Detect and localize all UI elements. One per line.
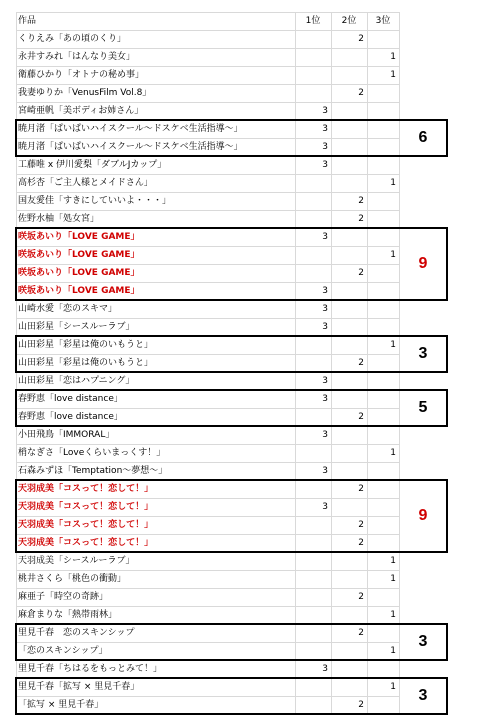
- row-v3: 1: [390, 646, 396, 656]
- header-title: 作品: [18, 16, 37, 26]
- row-title: 「拡写 × 里見千春」: [18, 700, 104, 710]
- row-v1: 3: [322, 286, 328, 296]
- row-v3: [367, 318, 399, 336]
- row-v1: 3: [322, 304, 328, 314]
- group-border-bottom: [16, 713, 447, 715]
- row-title: 咲坂あいり「LOVE GAME」: [18, 286, 140, 296]
- row-v3: [367, 498, 399, 516]
- group-border-bottom: [16, 155, 447, 157]
- row-v1: [295, 84, 331, 102]
- row-title: 「恋のスキンシップ」: [18, 646, 108, 656]
- row-v3: [367, 102, 399, 120]
- row-v2: [331, 102, 367, 120]
- row-v3: [367, 120, 399, 138]
- row-title: 暁月渚「ぱいぱいハイスクール〜ドスケベ生活指導〜」: [18, 142, 243, 152]
- row-v2: 2: [358, 484, 364, 494]
- row-v3: [367, 156, 399, 174]
- group-border-top: [16, 389, 447, 391]
- row-v2: [331, 498, 367, 516]
- row-v2: [331, 318, 367, 336]
- group-border-top: [16, 623, 447, 625]
- row-v2: [331, 606, 367, 624]
- group-border-bottom: [16, 659, 447, 661]
- row-v2: 2: [358, 268, 364, 278]
- row-title: 咲坂あいり「LOVE GAME」: [18, 250, 140, 260]
- row-title: 山田彩星「恋はハプニング」: [18, 376, 135, 386]
- row-v3: [367, 462, 399, 480]
- group-total: 6: [418, 129, 428, 146]
- row-v1: [295, 678, 331, 696]
- row-title: 山田彩星「彩星は俺のいもうと」: [18, 358, 154, 368]
- row-v2: 2: [358, 34, 364, 44]
- group-total: 3: [418, 633, 428, 650]
- group-total: 9: [418, 255, 428, 272]
- row-title: 里見千春 恋のスキンシップ: [18, 628, 135, 638]
- row-title: 永井すみれ「はんなり美女」: [18, 52, 136, 62]
- group-total: 3: [418, 687, 428, 704]
- row-v3: [367, 534, 399, 552]
- row-v1: 3: [322, 376, 328, 386]
- row-v2: 2: [358, 358, 364, 368]
- row-v3: 1: [390, 250, 396, 260]
- row-v1: [295, 264, 331, 282]
- row-v3: [367, 372, 399, 390]
- row-v3: [367, 516, 399, 534]
- row-v2: 2: [358, 538, 364, 548]
- row-v2: [331, 246, 367, 264]
- row-v2: [331, 48, 367, 66]
- row-title: 小田飛鳥「IMMORAL」: [18, 430, 115, 440]
- row-v1: [295, 210, 331, 228]
- row-v1: [295, 336, 331, 354]
- row-v1: [295, 606, 331, 624]
- row-v1: [295, 66, 331, 84]
- group-total: 5: [418, 399, 428, 416]
- row-v2: [331, 462, 367, 480]
- row-v3: [367, 228, 399, 246]
- row-v2: [331, 372, 367, 390]
- row-title: 衛藤ひかり「オトナの秘め事」: [18, 70, 145, 80]
- group-border-top: [16, 479, 447, 481]
- row-v2: [331, 678, 367, 696]
- row-v3: [367, 300, 399, 318]
- row-v3: [367, 588, 399, 606]
- row-title: 宮崎亜帆「美ボディお姉さん」: [18, 106, 144, 116]
- row-v1: 3: [322, 502, 328, 512]
- row-v3: [367, 282, 399, 300]
- row-v2: [331, 336, 367, 354]
- row-v1: [295, 174, 331, 192]
- grid-line-h: [16, 12, 399, 13]
- row-v1: 3: [322, 466, 328, 476]
- row-v1: 3: [322, 430, 328, 440]
- row-v1: 3: [322, 232, 328, 242]
- row-v2: 2: [358, 628, 364, 638]
- row-v2: [331, 66, 367, 84]
- row-title: 天羽成美「シースルーラブ」: [18, 556, 135, 566]
- row-v2: 2: [358, 196, 364, 206]
- row-title: 春野恵「love distance」: [18, 394, 123, 404]
- row-v2: 2: [358, 520, 364, 530]
- row-v3: 1: [390, 70, 396, 80]
- row-v3: [367, 660, 399, 678]
- row-v2: 2: [358, 700, 364, 710]
- row-v2: 2: [358, 214, 364, 224]
- group-border-left: [15, 623, 17, 661]
- row-title: 春野恵「love distance」: [18, 412, 123, 422]
- row-v1: [295, 408, 331, 426]
- row-title: 我妻ゆりか「VenusFilm Vol.8」: [18, 88, 152, 98]
- row-v3: [367, 390, 399, 408]
- row-title: 天羽成美「コスって！恋して！」: [18, 538, 154, 548]
- row-v2: [331, 228, 367, 246]
- row-title: 佐野水柚「処女宮」: [18, 214, 100, 224]
- row-v3: [367, 354, 399, 372]
- row-v3: 1: [390, 682, 396, 692]
- row-v3: [367, 696, 399, 714]
- row-v1: [295, 444, 331, 462]
- row-title: 暁月渚「ぱいぱいハイスクール〜ドスケベ生活指導〜」: [18, 124, 243, 134]
- row-v2: [331, 552, 367, 570]
- row-title: 天羽成美「コスって！恋して！」: [18, 520, 154, 530]
- row-v3: [367, 30, 399, 48]
- group-border-left: [15, 389, 17, 427]
- row-title: 山田彩星「彩星は俺のいもうと」: [18, 340, 154, 350]
- row-v3: [367, 426, 399, 444]
- row-v3: [367, 210, 399, 228]
- group-border-top: [16, 227, 447, 229]
- row-title: 里見千春「拡写 × 里見千春」: [18, 682, 140, 692]
- row-v1: [295, 192, 331, 210]
- row-v3: [367, 192, 399, 210]
- group-border-bottom: [16, 299, 447, 301]
- row-v3: 1: [390, 574, 396, 584]
- group-border-top: [16, 119, 447, 121]
- row-title: 高杉杏「ご主人様とメイドさん」: [18, 178, 153, 188]
- row-v2: 2: [358, 412, 364, 422]
- row-title: 石森みずほ「Temptation〜夢想〜」: [18, 466, 168, 476]
- group-border-top: [16, 677, 447, 679]
- row-v2: [331, 660, 367, 678]
- row-v2: 2: [358, 88, 364, 98]
- row-v3: 1: [390, 340, 396, 350]
- row-v2: [331, 156, 367, 174]
- row-title: 山崎水愛「恋のスキマ」: [18, 304, 118, 314]
- group-border-bottom: [16, 371, 447, 373]
- row-title: 咲坂あいり「LOVE GAME」: [18, 268, 140, 278]
- row-v1: [295, 246, 331, 264]
- group-border-left: [15, 677, 17, 715]
- row-v1: [295, 480, 331, 498]
- row-title: 麻倉まりな「熱帯雨林」: [18, 610, 118, 620]
- row-v1: [295, 642, 331, 660]
- row-v3: 1: [390, 178, 396, 188]
- row-v2: [331, 282, 367, 300]
- row-v2: 2: [358, 592, 364, 602]
- group-total: 9: [418, 507, 428, 524]
- row-v2: [331, 570, 367, 588]
- row-title: 天羽成美「コスって！恋して！」: [18, 502, 154, 512]
- group-border-top: [16, 335, 447, 337]
- row-v1: [295, 516, 331, 534]
- row-v1: [295, 588, 331, 606]
- row-v2: [331, 426, 367, 444]
- row-v3: [367, 624, 399, 642]
- row-title: 工藤唯 x 伊川愛梨「ダブルJカップ」: [18, 160, 167, 170]
- row-v3: 1: [390, 610, 396, 620]
- row-v1: 3: [322, 322, 328, 332]
- row-v2: [331, 300, 367, 318]
- row-title: 里見千春「ちはるをもっとみて！」: [18, 664, 163, 674]
- row-v3: [367, 480, 399, 498]
- group-border-left: [15, 227, 17, 301]
- row-v3: 1: [390, 448, 396, 458]
- row-v1: [295, 48, 331, 66]
- row-v3: [367, 138, 399, 156]
- group-border-left: [15, 479, 17, 553]
- row-v3: [367, 84, 399, 102]
- row-v1: [295, 696, 331, 714]
- row-v1: [295, 534, 331, 552]
- row-v1: 3: [322, 142, 328, 152]
- row-v1: [295, 552, 331, 570]
- row-v1: 3: [322, 664, 328, 674]
- group-border-bottom: [16, 425, 447, 427]
- row-v1: 3: [322, 106, 328, 116]
- row-v1: [295, 624, 331, 642]
- row-v1: [295, 30, 331, 48]
- row-title: 山田彩星「シースルーラブ」: [18, 322, 135, 332]
- row-v1: [295, 570, 331, 588]
- header-rank2: 2位: [341, 16, 357, 26]
- group-total: 3: [418, 345, 428, 362]
- row-v1: 3: [322, 160, 328, 170]
- row-v3: 1: [390, 556, 396, 566]
- row-v2: [331, 174, 367, 192]
- row-v3: [367, 264, 399, 282]
- row-v2: [331, 390, 367, 408]
- row-title: 天羽成美「コスって！恋して！」: [18, 484, 154, 494]
- header-rank3: 3位: [375, 16, 391, 26]
- row-title: 桃井さくら「桃色の衝動」: [18, 574, 127, 584]
- row-v3: 1: [390, 52, 396, 62]
- group-border-left: [15, 119, 17, 157]
- group-border-left: [15, 335, 17, 373]
- header-rank1: 1位: [305, 16, 321, 26]
- row-title: 梢なぎさ「Loveくらいまっくす！」: [18, 448, 166, 458]
- row-v1: [295, 354, 331, 372]
- row-title: 咲坂あいり「LOVE GAME」: [18, 232, 140, 242]
- group-border-bottom: [16, 551, 447, 553]
- row-title: 国友愛佳「すきにしていいよ・・・」: [18, 196, 172, 206]
- row-title: 麻亜子「時空の奇跡」: [18, 592, 109, 602]
- row-v2: [331, 642, 367, 660]
- row-v1: 3: [322, 394, 328, 404]
- row-v1: 3: [322, 124, 328, 134]
- row-v3: [367, 408, 399, 426]
- row-title: くりえみ「あの頃のくり」: [18, 34, 127, 44]
- row-v2: [331, 120, 367, 138]
- row-v2: [331, 138, 367, 156]
- row-v2: [331, 444, 367, 462]
